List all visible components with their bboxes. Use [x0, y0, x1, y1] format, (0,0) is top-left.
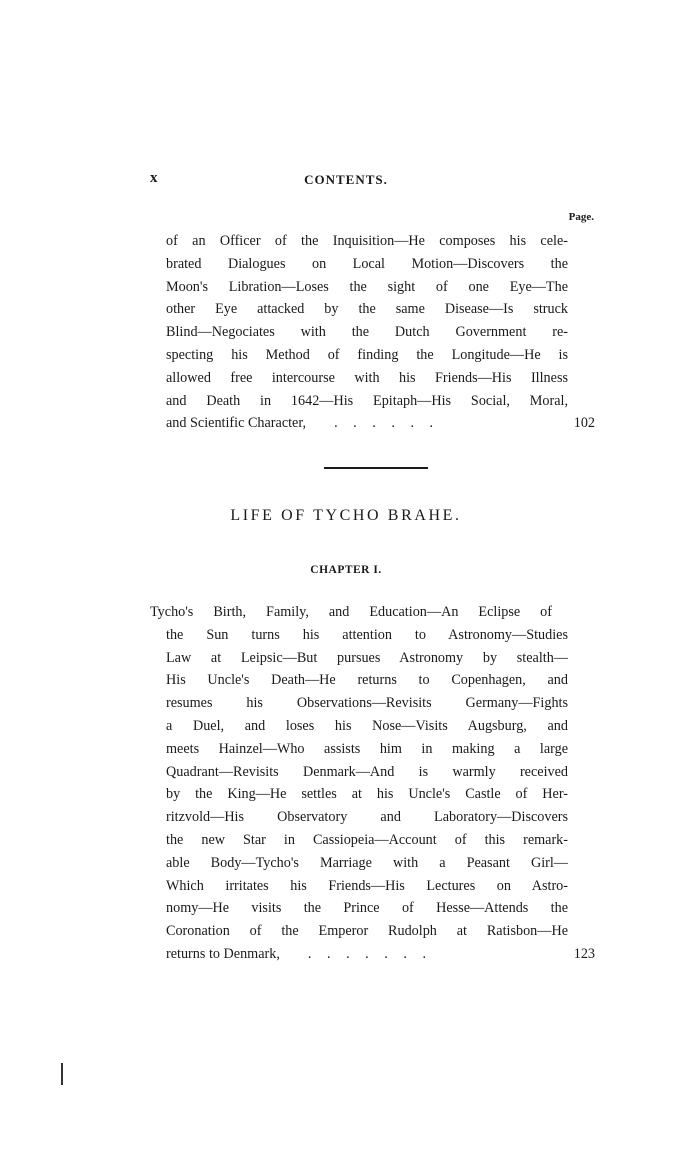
- margin-mark: [61, 1063, 63, 1085]
- entry-line: resumes his Observations—Revisits Germany—Fights: [166, 695, 568, 712]
- entry-line: returns to Denmark,: [166, 945, 280, 962]
- entry-line: a Duel, and loses his Nose—Visits Augsburg, and: [166, 717, 568, 734]
- section-divider: [324, 467, 428, 469]
- page-reference: 102: [573, 415, 595, 432]
- dot-leader: . . . . . . .: [307, 945, 432, 962]
- page-reference: 123: [573, 945, 595, 962]
- entry-line: able Body—Tycho's Marriage with a Peasant Girl—: [166, 854, 568, 871]
- contents-entry-chapter-1: [150, 601, 595, 966]
- entry-line: by the King—He settles at his Uncle's Castle of Her-: [166, 786, 568, 803]
- entry-line: the Sun turns his attention to Astronomy—Studies: [166, 626, 568, 643]
- entry-line: other Eye attacked by the same Disease—Is struck: [166, 301, 568, 318]
- entry-line: meets Hainzel—Who assists him in making a large: [166, 740, 568, 757]
- entry-line: of an Officer of the Inquisition—He composes his cele-: [166, 233, 568, 249]
- entry-line: His Uncle's Death—He returns to Copenhagen, and: [166, 672, 568, 689]
- entry-line: brated Dialogues on Local Motion—Discovers the: [166, 255, 568, 272]
- entry-line: Coronation of the Emperor Rudolph at Ratisbon—He: [166, 923, 568, 940]
- entry-line: the new Star in Cassiopeia—Account of this remark-: [166, 831, 568, 848]
- entry-line: and Death in 1642—His Epitaph—His Social, Moral,: [166, 392, 568, 409]
- entry-last-line: [150, 943, 595, 966]
- entry-last-line: [150, 412, 595, 435]
- entry-line: allowed free intercourse with his Friends—His Illness: [166, 369, 568, 386]
- entry-line: Law at Leipsic—But pursues Astronomy by stealth—: [166, 649, 568, 666]
- section-title: LIFE OF TYCHO BRAHE.: [230, 507, 462, 524]
- entry-line: Quadrant—Revisits Denmark—And is warmly received: [166, 763, 568, 780]
- entry-line: Tycho's Birth, Family, and Education—An Eclipse of: [150, 604, 552, 620]
- page-column-label: Page.: [568, 211, 594, 223]
- chapter-label: CHAPTER I.: [310, 564, 382, 576]
- entry-line: Which irritates his Friends—His Lectures on Astro-: [166, 877, 568, 894]
- entry-line: specting his Method of finding the Longitude—He is: [166, 346, 568, 363]
- entry-line: and Scientific Character,: [166, 415, 307, 432]
- entry-line: nomy—He visits the Prince of Hesse—Attends the: [166, 900, 568, 917]
- contents-entry-galileo: [150, 230, 595, 435]
- page-number: x: [150, 170, 158, 186]
- running-head: CONTENTS.: [304, 172, 388, 187]
- entry-line: Moon's Libration—Loses the sight of one Eye—The: [166, 278, 568, 295]
- entry-line: ritzvold—His Observatory and Laboratory—Discovers: [166, 809, 568, 826]
- dot-leader: . . . . . .: [334, 415, 440, 432]
- entry-line: Blind—Negociates with the Dutch Government re-: [166, 324, 568, 341]
